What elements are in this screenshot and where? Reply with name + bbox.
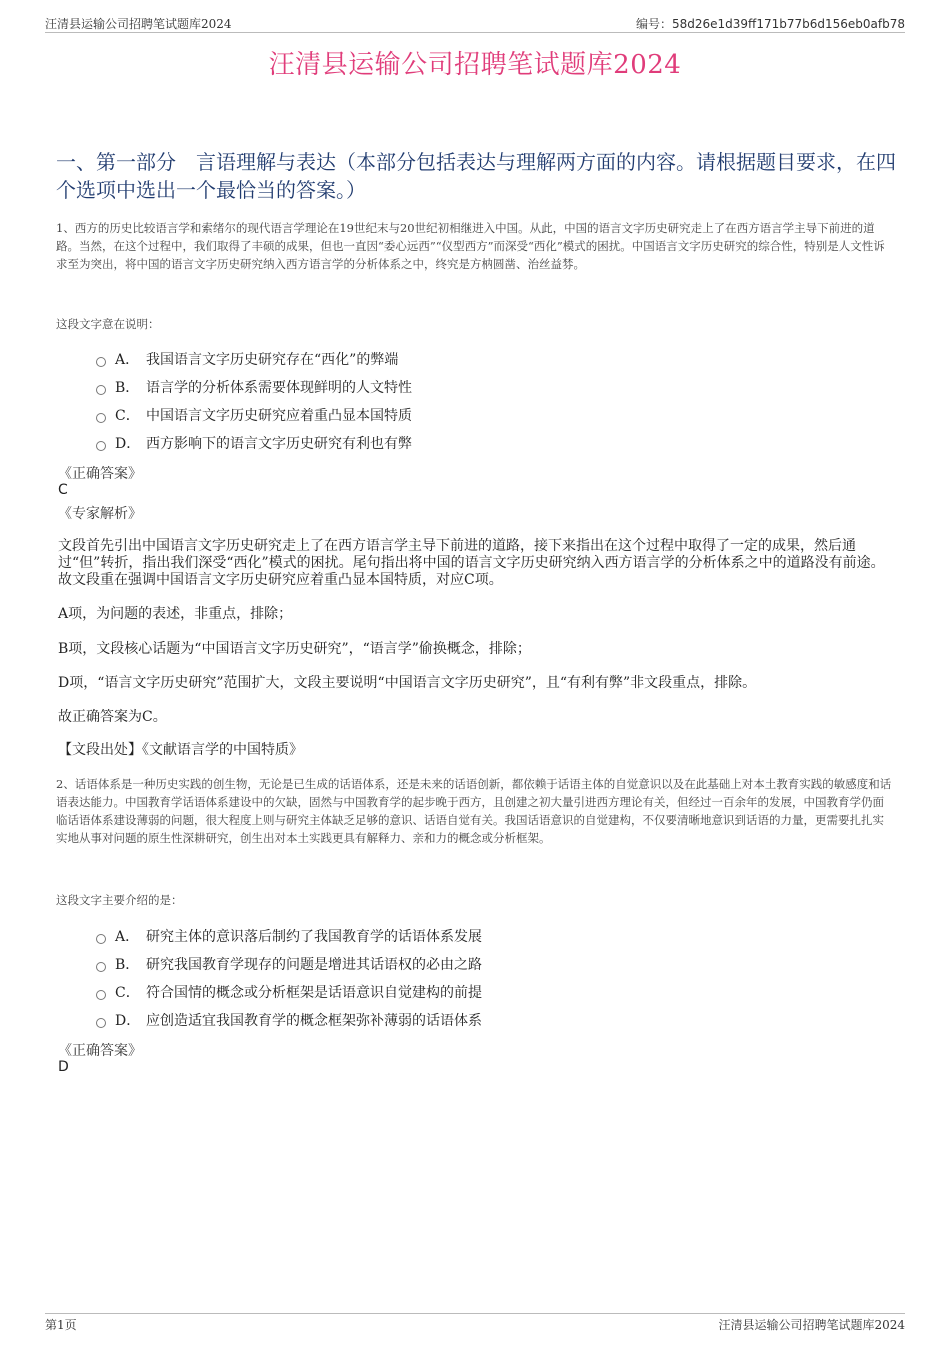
radio-icon[interactable] — [96, 990, 106, 1000]
document-title: 汪清县运输公司招聘笔试题库2024 — [268, 50, 682, 80]
option-text: 研究主体的意识落后制约了我国教育学的话语体系发展 — [146, 929, 482, 945]
radio-icon[interactable] — [96, 413, 106, 423]
page-footer — [45, 1313, 905, 1334]
radio-icon[interactable] — [96, 357, 106, 367]
option-d[interactable] — [96, 429, 876, 457]
radio-icon[interactable] — [96, 1018, 106, 1028]
header-title: 汪清县运输公司招聘笔试题库2024 — [45, 17, 232, 31]
analysis-source: 【文段出处】《文献语言学的中国特质》 — [58, 742, 303, 758]
option-text: 语言学的分析体系需要体现鲜明的人文特性 — [146, 380, 412, 396]
option-d[interactable] — [96, 1006, 876, 1034]
section-heading: 一、第一部分 言语理解与表达（本部分包括表达与理解两方面的内容。请根据题目要求，在四个选项中选出一个最恰当的答案。） — [56, 150, 896, 202]
question-1-prompt: 这段文字意在说明： — [56, 317, 160, 331]
radio-icon[interactable] — [96, 934, 106, 944]
option-b[interactable] — [96, 373, 876, 401]
page-header — [45, 14, 905, 33]
option-letter: D． — [115, 436, 141, 452]
option-c[interactable] — [96, 401, 876, 429]
question-1-text: 1、西方的历史比较语言学和索绪尔的现代语言学理论在19世纪末与20世纪初相继进入中国。从此，中国的语言文字历史研究走上了在西方语言学主导下前进的道路。当然，在这个过程中，我们取得了丰硕的成果，但也一直因“委心远西”“仪型西方”而深受“西化”模式的困扰。中国语言文字历史研究的综合性，特别是人文性诉求至为突出，将中国的语言文字历史研究纳入西方语言学的分析体系之中，终究是方枘圆凿、治丝益棼。 — [56, 221, 885, 271]
option-b[interactable] — [96, 950, 876, 978]
option-letter: C． — [115, 985, 140, 1001]
option-text: 应创造适宜我国教育学的概念框架弥补薄弱的话语体系 — [146, 1013, 482, 1029]
option-text: 中国语言文字历史研究应着重凸显本国特质 — [146, 408, 412, 424]
question-2-options — [96, 922, 876, 1034]
option-letter: A． — [115, 929, 140, 945]
radio-icon[interactable] — [96, 385, 106, 395]
analysis-paragraph: 文段首先引出中国语言文字历史研究走上了在西方语言学主导下前进的道路，接下来指出在这个过程中取得了一定的成果，然后通过“但”转折，指出我们深受“西化”模式的困扰。尾句指出将中国的语言文字历史研究纳入西方语言学的分析体系之中的道路没有前途。故文段重在强调中国语言文字历史研究应着重凸显本国特质，对应C项。 — [58, 538, 885, 588]
option-letter: C． — [115, 408, 140, 424]
analysis-label: 《专家解析》 — [58, 506, 142, 522]
analysis-option-a: A项，为问题的表述，非重点，排除； — [58, 606, 293, 622]
option-text: 我国语言文字历史研究存在“西化”的弊端 — [146, 352, 399, 368]
option-a[interactable] — [96, 345, 876, 373]
answer-value: D — [58, 1059, 69, 1075]
analysis-option-d: D项，“语言文字历史研究”范围扩大，文段主要说明“中国语言文字历史研究”，且“有利有弊”非文段重点，排除。 — [58, 675, 757, 691]
header-code-label: 编号： — [635, 17, 672, 31]
header-code-value: 58d26e1d39ff171b77b6d156eb0afb78 — [672, 17, 905, 31]
option-a[interactable] — [96, 922, 876, 950]
footer-title: 汪清县运输公司招聘笔试题库2024 — [718, 1318, 905, 1332]
radio-icon[interactable] — [96, 962, 106, 972]
answer-value: C — [58, 482, 68, 498]
question-2-prompt: 这段文字主要介绍的是： — [56, 893, 183, 907]
question-2-text: 2、话语体系是一种历史实践的创生物，无论是已生成的话语体系，还是未来的话语创新，都依赖于话语主体的自觉意识以及在此基础上对本土教育实践的敏感度和话语表达能力。中国教育学话语体系建设中的欠缺，固然与中国教育学的起步晚于西方，且创建之初大量引进西方理论有关，但经过一百余年的发展，中国教育学仍面临话语体系建设薄弱的问题，很大程度上则与研究主体缺乏足够的意识、话语自觉有关。我国话语意识的自觉建构，不仅要清晰地意识到话语的力量，更需要扎扎实实地从事对问题的原生性深耕研究，创生出对本土实践更具有解释力、亲和力的概念或分析框架。 — [56, 777, 892, 845]
analysis-conclusion: 故正确答案为C。 — [58, 709, 167, 725]
option-c[interactable] — [96, 978, 876, 1006]
header-code — [636, 15, 905, 32]
option-letter: B． — [115, 957, 140, 973]
page-number: 第1页 — [45, 1318, 77, 1332]
option-text: 研究我国教育学现存的问题是增进其话语权的必由之路 — [146, 957, 482, 973]
option-text: 西方影响下的语言文字历史研究有利也有弊 — [146, 436, 412, 452]
option-letter: A． — [115, 352, 140, 368]
answer-label: 《正确答案》 — [58, 466, 142, 482]
option-text: 符合国情的概念或分析框架是话语意识自觉建构的前提 — [146, 985, 482, 1001]
question-1 — [56, 219, 894, 273]
question-1-options — [96, 345, 876, 457]
option-letter: B． — [115, 380, 140, 396]
radio-icon[interactable] — [96, 441, 106, 451]
analysis-option-b: B项，文段核心话题为“中国语言文字历史研究”，“语言学”偷换概念，排除； — [58, 641, 531, 657]
option-letter: D． — [115, 1013, 141, 1029]
answer-label: 《正确答案》 — [58, 1043, 142, 1059]
question-2 — [56, 775, 894, 847]
